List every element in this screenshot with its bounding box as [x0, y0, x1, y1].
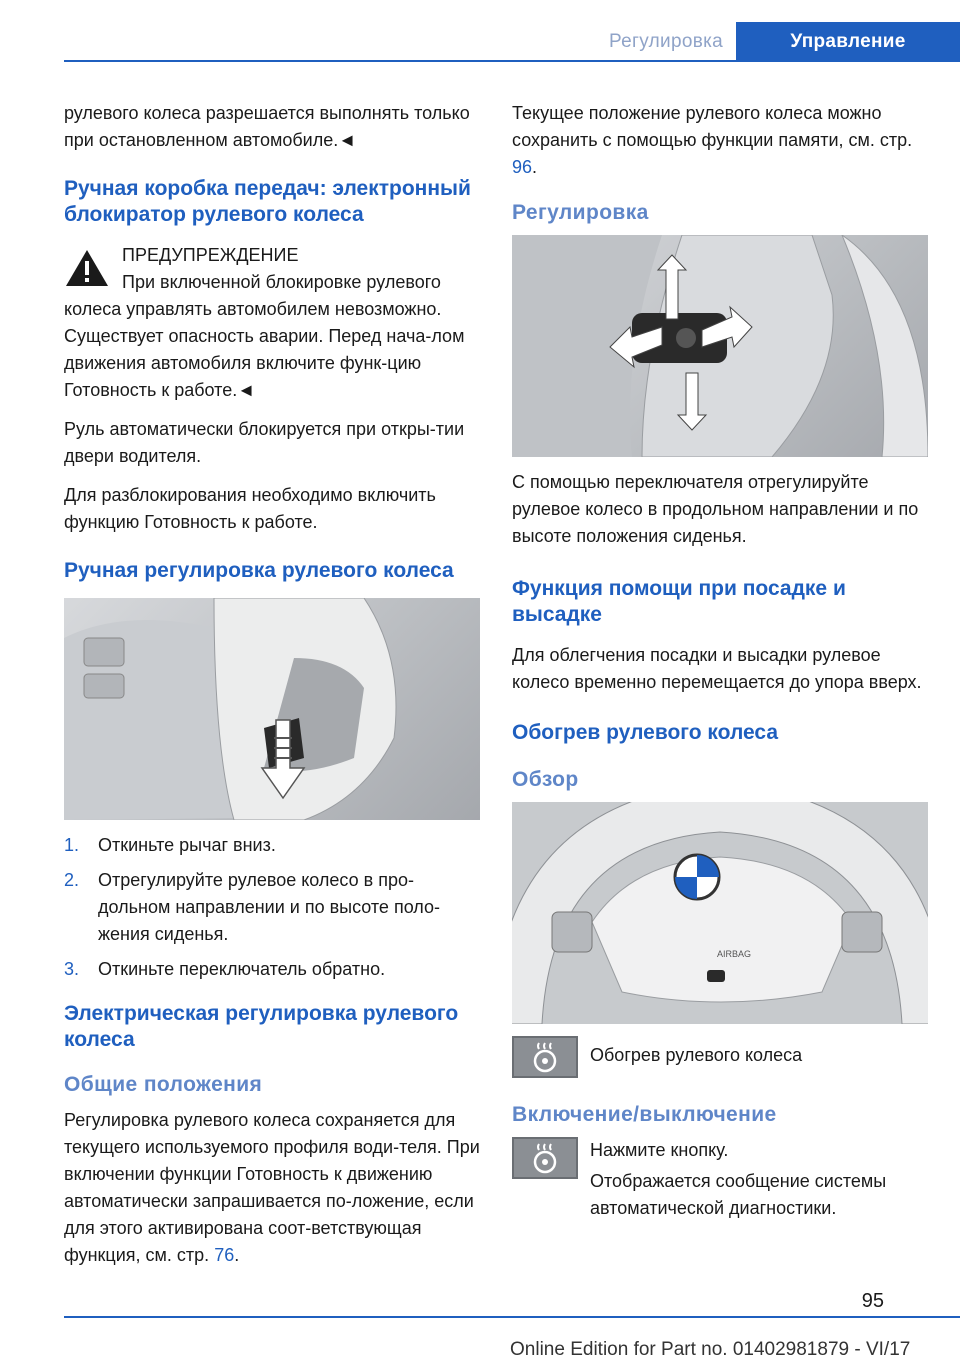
heat-label: Обогрев рулевого колеса [590, 1045, 803, 1065]
left-column [64, 100, 480, 1281]
airbag-label: AIRBAG [717, 949, 752, 959]
footer-rule [64, 1316, 960, 1318]
page-header [64, 22, 960, 62]
manual-lever-illustration [64, 598, 480, 820]
general-text: Регулировка рулевого колеса сохраняется для текущего используемого профиля води-теля. При включении функции Готовность к движению автоматически запрашивается по-ложение, если для этого активирована соот-ветствующая функция, см. стр. 76. [64, 1110, 480, 1265]
warning-text: При включенной блокировке рулевого колеса управлять автомобилем невозможно. Существует опасность аварии. Перед нача-лом движения автомобиля включите функ-цию Готовность к работе.◄ [64, 272, 465, 400]
page-number: 95 [861, 1290, 884, 1312]
heat-button-legend [512, 1036, 928, 1081]
lock-text-2: Для разблокирования необходимо включить функцию Готовность к работе. [64, 485, 436, 532]
adjust-text: С помощью переключателя отрегулируйте рулевое колесо в продольном направлении и по высоте положения сиденья. [512, 472, 919, 546]
list-item: 1. Откиньте рычаг вниз. [64, 835, 276, 855]
electric-switch-illustration [512, 235, 928, 457]
onoff-text-2: Отображается сообщение системы автоматической диагностики. [590, 1171, 887, 1218]
heading-wheel-heating: Обогрев рулевого колеса [512, 721, 779, 744]
switch-drawing [512, 235, 928, 457]
subheading-adjust: Регулировка [512, 201, 649, 224]
heading-steering-lock: Ручная коробка передач: электронный блокиратор рулевого колеса [64, 177, 471, 226]
heading-electric-adjust: Электрическая регулировка рулевого колеса [64, 1002, 459, 1051]
warning-icon [64, 248, 110, 288]
section-tab-regulirovka[interactable]: Регулировка [609, 31, 723, 52]
warning-title: ПРЕДУПРЕЖДЕНИЕ [122, 245, 299, 265]
warning-box [64, 242, 480, 404]
list-item: 3. Откиньте переключатель обратно. [64, 959, 386, 979]
header-rule [64, 60, 960, 62]
onoff-row [512, 1137, 928, 1222]
steering-wheel-illustration [512, 802, 928, 1024]
subheading-general: Общие положения [64, 1073, 263, 1096]
lock-text-1: Руль автоматически блокируется при откры-тии двери водителя. [64, 419, 465, 466]
right-column [512, 100, 928, 1222]
entry-text: Для облегчения посадки и высадки рулевое колесо временно перемещается до упора вверх. [512, 645, 922, 692]
steering-heat-icon [512, 1036, 578, 1078]
section-tab-upravlenie[interactable]: Управление [736, 22, 960, 62]
intro-text: рулевого колеса разрешается выполнять только при остановленном автомобиле.◄ [64, 103, 470, 150]
page-link-96[interactable]: 96 [512, 157, 533, 177]
subheading-overview: Обзор [512, 768, 579, 791]
memory-text: Текущее положение рулевого колеса можно сохранить с помощью функции памяти, см. стр. 96. [512, 103, 913, 177]
steering-heat-icon [528, 1141, 562, 1175]
lever-drawing [64, 598, 480, 820]
steering-heat-button[interactable] [512, 1137, 578, 1179]
heading-manual-adjust: Ручная регулировка рулевого колеса [64, 559, 454, 582]
heading-entry-assist: Функция помощи при посадке и высадке [512, 577, 846, 626]
onoff-text-1: Нажмите кнопку. [590, 1140, 729, 1160]
wheel-drawing [512, 802, 928, 1024]
list-item: 2. Отрегулируйте рулевое колесо в про-дольном направлении и по высоте поло-жения сиденья. [64, 870, 441, 944]
edition-line: Online Edition for Part no. 01402981879 - VI/17 [510, 1339, 911, 1360]
steps-list [64, 832, 480, 983]
page-link-76[interactable]: 76 [214, 1245, 235, 1265]
subheading-onoff: Включение/выключение [512, 1103, 777, 1126]
